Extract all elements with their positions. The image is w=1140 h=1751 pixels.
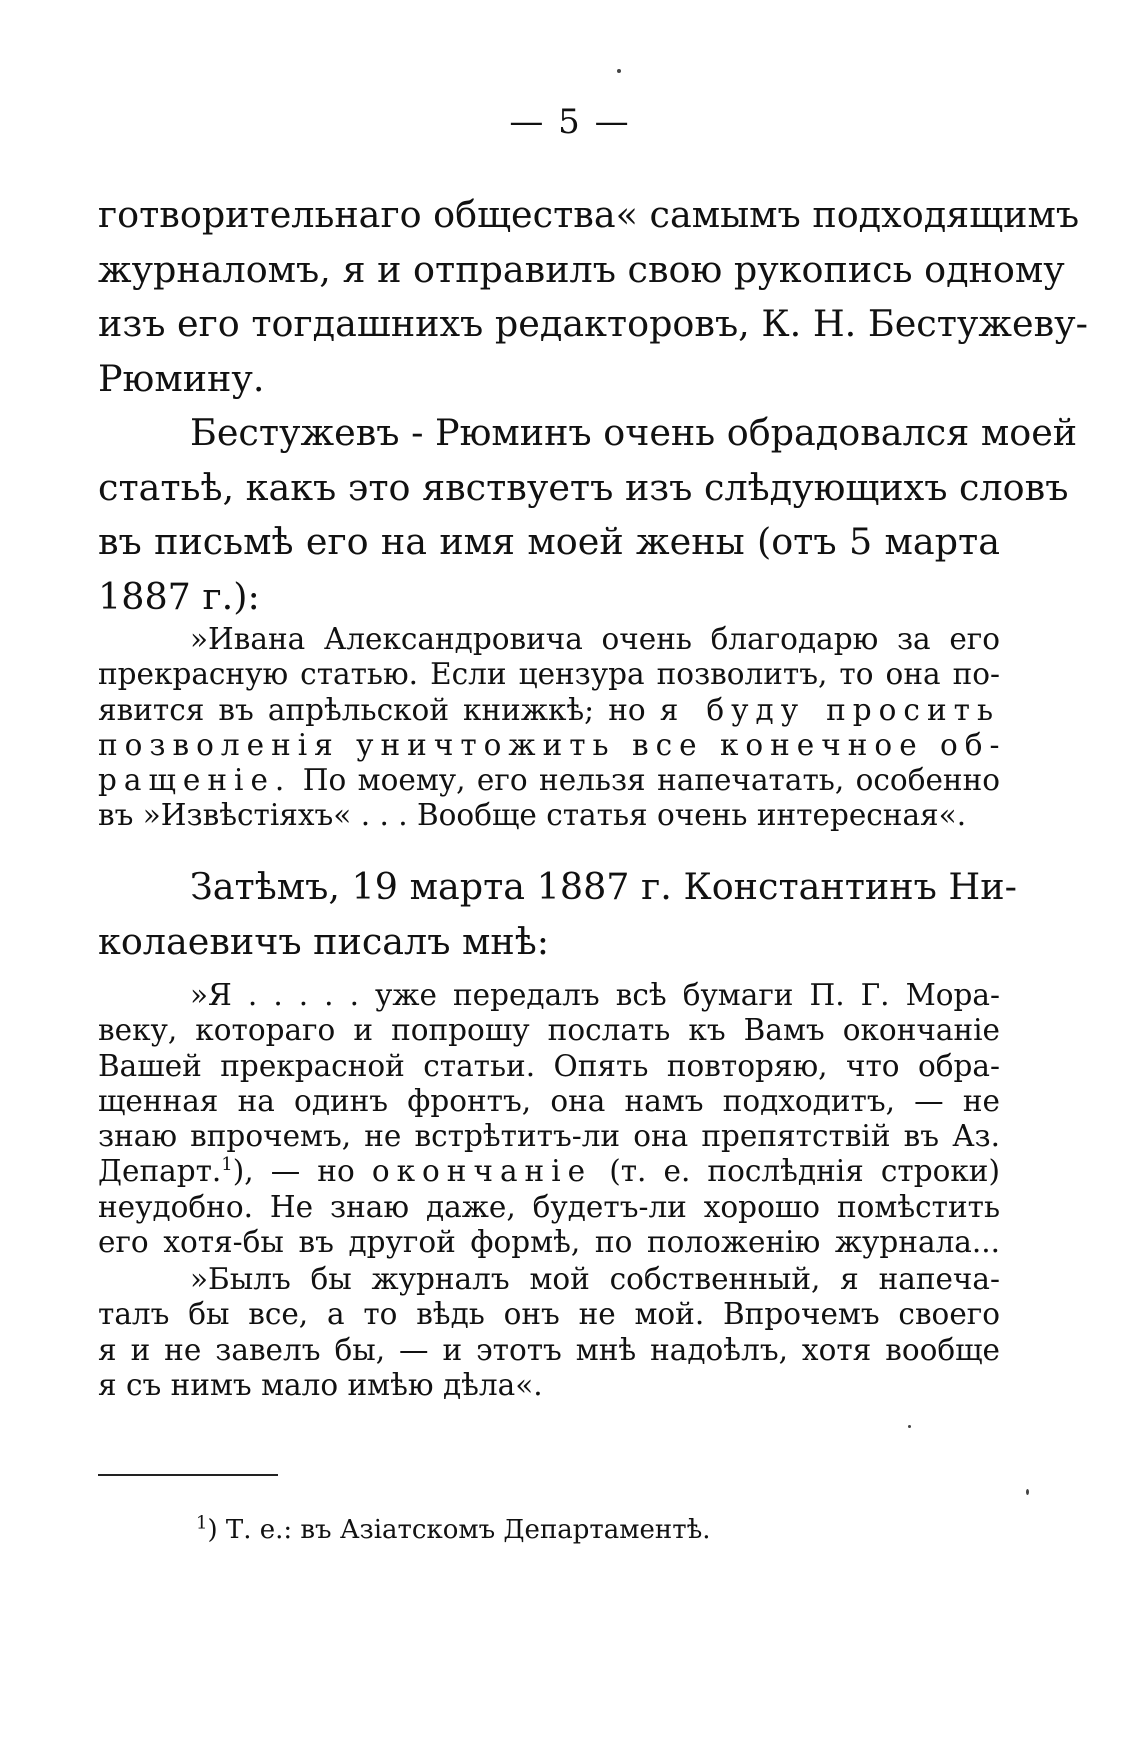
paper-speck [1026, 1489, 1029, 1495]
text-line: неудобно. Не знаю даже, будетъ-ли хорошо помѣстить [98, 1189, 1000, 1224]
letter-quote-1 [98, 622, 1007, 834]
text-line: я съ нимъ мало имѣю дѣла«. [98, 1367, 543, 1402]
text-line: »Я . . . . . уже передалъ всѣ бумаги П. Г. Мора- [190, 978, 1000, 1012]
text-segment: По моему, его нельзя напечатать, особенно [302, 763, 1000, 798]
text-line: въ »Извѣстіяхъ« . . . Вообще статья очень интересная«. [98, 798, 967, 833]
text-line: въ письмѣ его на имя моей жены (отъ 5 марта [98, 520, 1000, 563]
text-line: статьѣ, какъ это явствуетъ изъ слѣдующихъ словъ [98, 465, 1069, 509]
letter-quote-2 [98, 978, 1000, 1260]
text-line: готворительнаго общества« самымъ подходящимъ [98, 193, 1080, 236]
text-line: веку, котораго и попрошу послать къ Вамъ окончаніе [98, 1013, 1000, 1048]
spaced-emphasis: я буду просить [659, 692, 1000, 727]
paragraph-3 [98, 860, 1017, 969]
text-line: Бестужевъ - Рюминъ очень обрадовался моей [190, 411, 1078, 454]
letter-quote-3 [98, 1262, 1000, 1403]
text-line: Рюмину. [98, 356, 265, 400]
text-line [98, 763, 1000, 798]
footnote [196, 1512, 711, 1545]
spaced-emphasis: окончаніе [371, 1154, 593, 1189]
text-line: журналомъ, я и отправилъ свою рукопись одному [98, 247, 1065, 291]
text-segment: (т. е. послѣднія строки) [609, 1154, 1000, 1189]
text-line: »Былъ бы журналъ мой собственный, я напеча- [190, 1262, 1000, 1296]
text-line: я и не завелъ бы, — и этотъ мнѣ надоѣлъ, хотя вообще [98, 1332, 1000, 1367]
text-line: знаю впрочемъ, не встрѣтитъ-ли она препятствій въ Аз. [98, 1119, 1000, 1154]
spaced-emphasis-line: позволенія уничтожить все конечное об- [98, 727, 1007, 762]
footnote-text: ) Т. е.: въ Азіатскомъ Департаментѣ. [207, 1515, 711, 1545]
text-line: изъ его тогдашнихъ редакторовъ, К. Н. Бестужеву- [98, 302, 1088, 345]
paragraph-1 [98, 188, 1088, 406]
page-number: — 5 — [509, 102, 631, 142]
text-line: колаевичъ писалъ мнѣ: [98, 919, 550, 963]
paper-speck [908, 1425, 911, 1428]
text-line: »Ивана Александровича очень благодарю за его [190, 622, 1000, 656]
paper-speck [617, 69, 621, 73]
text-line: Затѣмъ, 19 марта 1887 г. Константинъ Ни- [190, 865, 1017, 908]
text-line: Вашей прекрасной статьи. Опять повторяю, что обра- [98, 1048, 1000, 1083]
text-line: его хотя-бы въ другой формѣ, по положенію журнала... [98, 1225, 1000, 1260]
footnote-marker: 1 [196, 1512, 208, 1534]
text-line: щенная на одинъ фронтъ, она намъ подходитъ, — не [98, 1083, 1000, 1118]
paragraph-2 [98, 406, 1078, 624]
text-segment: Департ. [98, 1154, 222, 1189]
text-segment: ), — но [232, 1154, 355, 1189]
text-segment: явится въ апрѣльской книжкѣ; но [98, 692, 646, 727]
text-line [98, 693, 1000, 728]
text-line: 1887 г.): [98, 574, 260, 618]
text-line: прекрасную статью. Если цензура позволитъ, то она по- [98, 657, 1000, 692]
text-line: талъ бы все, а то вѣдь онъ не мой. Впрочемъ своего [98, 1297, 1000, 1332]
footnote-divider [98, 1474, 278, 1476]
spaced-emphasis: ращеніе. [98, 763, 292, 798]
text-line [98, 1154, 1000, 1189]
footnote-reference: 1 [221, 1154, 233, 1176]
